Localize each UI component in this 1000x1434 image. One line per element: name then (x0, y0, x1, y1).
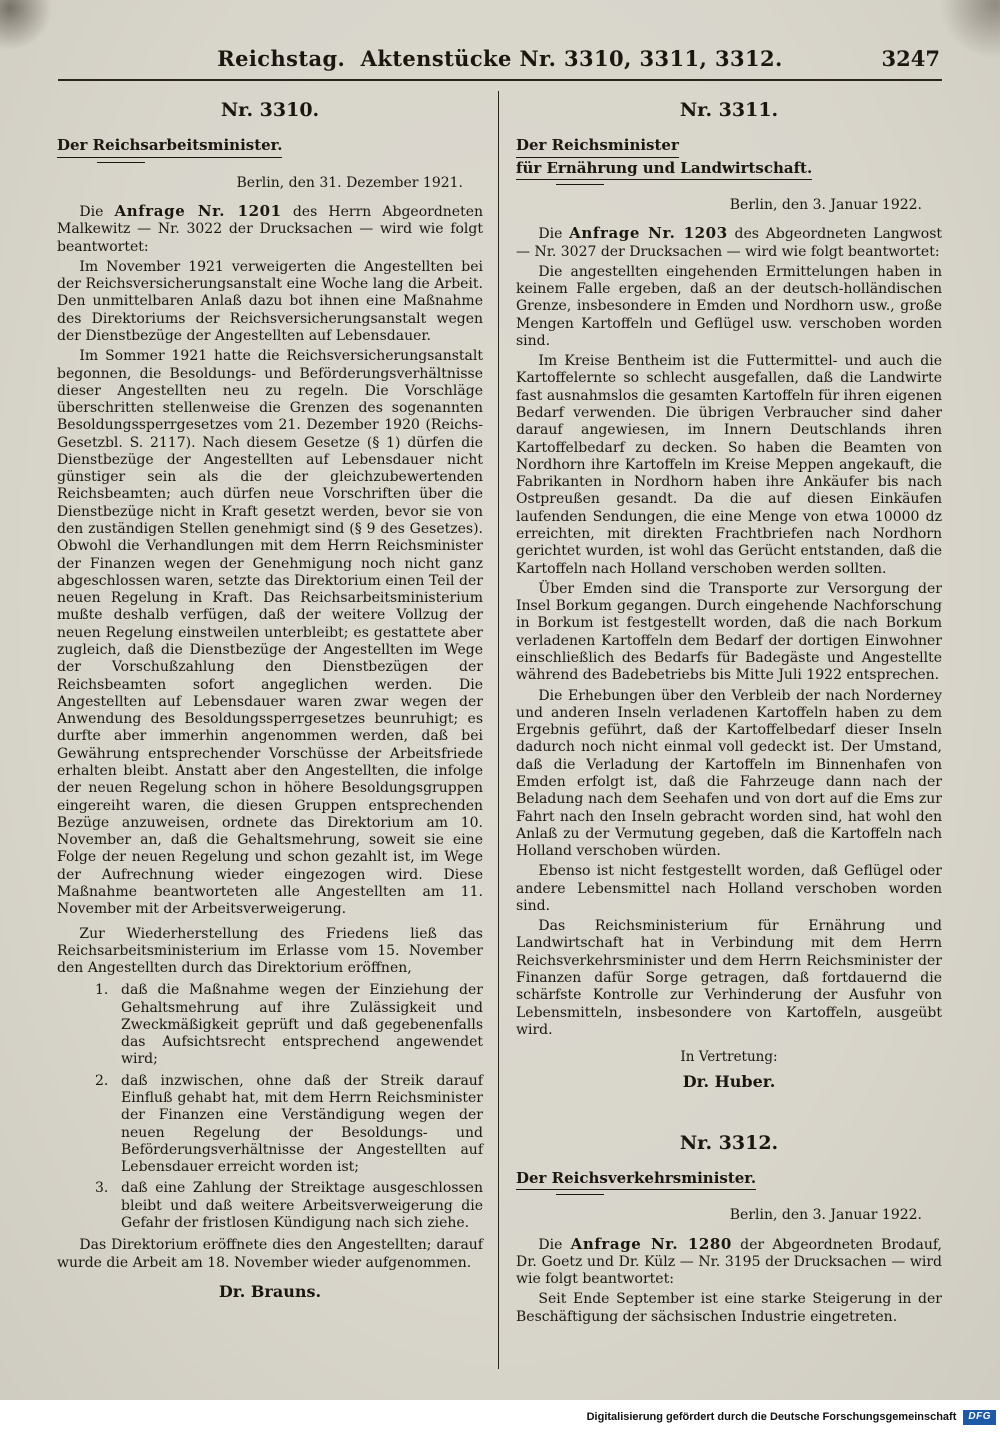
minister-byline-line (516, 135, 942, 157)
byline-flourish (97, 162, 145, 163)
inquiry-number-bold: Anfrage Nr. 1201 (114, 201, 282, 220)
paragraph (516, 918, 942, 1039)
list-item (95, 982, 483, 1068)
header-rule (58, 79, 942, 81)
columns (57, 91, 942, 1369)
page-header (58, 46, 942, 72)
signature: Dr. Huber. (682, 1071, 776, 1091)
paragraph-text: Im Sommer 1921 hatte die Reichsversicherungsanstalt begonnen, die Besoldungs- und Beförderungsverhältnisse dieser Angestellten neu zu regeln. Die Vorschläge überschritten stellenweise die Grenzen des sogenannten Besoldungssperrgesetzes vom 21. Dezember 1920 (Reichs-Gesetzbl. S. 2117). Nach diesem Gesetze (§ 1) dürfen die Dienstbezüge der Angestellten auf Lebensdauer nicht günstiger sein als die der gleichzubewertenden Reichsbeamten; auch dürfen neue Vorschriften über die Dienstbezüge nicht in Kraft gesetzt werden, bevor sie von den zuständigen Stellen genehmigt sind (§ 9 des Gesetzes). Obwohl die Verhandlungen mit dem Herrn Reichsminister der Finanzen wegen der Genehmigung noch nicht ganz abgeschlossen waren, setzte das Direktorium einen Teil der neuen Regelung in Kraft. Das Reichsarbeitsministerium mußte deshalb verfügen, daß der weitere Vollzug der neuen Regelung einstweilen unterbleibt; es gestattete aber zugleich, daß die Dienstbezüge der Angestellten im Wege der Vorschußzahlung den Dienstbezügen der Reichsbeamten sofort angeglichen werden. Die Angestellten auf Lebensdauer waren zwar wegen der Anwendung des Besoldungssperrgesetzes beunruhigt; es durfte aber immerhin angenommen werden, daß bei Gewährung entsprechender Vorschüsse der Arbeitsfriede erhalten bleibt. Anstatt aber den Angestellten, die infolge der neuen Regelung schon in höhere Besoldungsgruppen eingereiht waren, die diesen Gruppen entsprechenden Bezüge anzuweisen, ordnete das Direktorium am 10. November an, daß die Gehaltsmehrung, soweit sie eine Folge der neuen Regelung und schon gezahlt ist, im Wege der Aufrechnung wieder eingezogen wird. Diese Maßnahme beantworteten alle Angestellten am 11. November mit der Arbeitsverweigerung. (57, 348, 483, 918)
paragraph-text: Die (538, 1236, 571, 1253)
page-number: 3247 (881, 46, 940, 71)
list-item-number: 1. (95, 982, 109, 999)
paragraph (516, 353, 942, 578)
paragraph (57, 926, 483, 978)
list-item-text: daß inzwischen, ohne daß der Streik darauf Einfluß gehabt hat, mit dem Herrn Reichsminister der Finanzen eine Verständigung wegen der neuen Regelung der Besoldungs- und Beförderungsverhältnisse der Angestellten auf Lebensdauer erreicht worden ist; (121, 1072, 483, 1176)
paragraph-text: Über Emden sind die Transporte zur Versorgung der Insel Borkum gegangen. Durch eingehende Nachforschung in Borkum ist festgestellt worden, daß die nach Borkum verladenen Kartoffeln dem Bedarf der dortigen Einwohner einschließlich des Bedarfs für Badegäste und Angestellte während des Badebetriebs bis Mitte Juli 1922 entsprechen. (516, 580, 942, 684)
paragraph-text: Im November 1921 verweigerten die Angestellten bei der Reichsversicherungsanstalt eine Woche lang die Arbeit. Den unmittelbaren Anlaß dazu bot ihnen eine Maßnahme des Direktoriums der Reichsversicherungsanstalt wegen der Dienstbezüge der Angestellten auf Lebensdauer. (57, 258, 483, 344)
paragraph-text: Die (79, 203, 115, 220)
paragraph-text: Das Direktorium eröffnete dies den Angestellten; darauf wurde die Arbeit am 18. November wieder aufgenommen. (57, 1237, 483, 1271)
list-item-number: 2. (95, 1072, 109, 1089)
list-item-number: 3. (95, 1180, 109, 1197)
paragraph (516, 224, 942, 261)
doc-number-heading: Nr. 3311. (679, 99, 779, 121)
digitization-credit: Digitalisierung gefördert durch die Deutsche Forschungsgemeinschaft (586, 1411, 957, 1423)
minister-byline-text: Der Reichsminister (516, 135, 679, 157)
doc-number-heading: Nr. 3312. (679, 1131, 779, 1154)
paragraph-text: des Abgeordneten Langwost — Nr. 3027 der Drucksachen — wird wie folgt beantwortet: (516, 226, 942, 260)
paragraph-text: Zur Wiederherstellung des Friedens ließ das Reichsarbeitsministerium im Erlasse vom 15. November den Angestellten durch das Direktorium eröffnen, (57, 925, 483, 977)
right-column (498, 91, 942, 1369)
paragraph-text: Die Erhebungen über den Verbleib der nach Norderney und anderen Inseln verladenen Kartoffeln haben zu dem Ergebnis geführt, daß der Kartoffelbedarf dieser Inseln dadurch noch nicht einmal voll gedeckt ist. Der Umstand, daß die Verladung der Kartoffeln im Binnenhafen von Emden erfolgt ist, daß die Fahrzeuge dann nach der Beladung nach dem Seehafen und von dort auf die Ems zur Fahrt nach den Inseln gebracht worden sind, hat wohl den Anlaß zu der Vermutung gegeben, daß die Kartoffeln nach Holland verschoben würden. (516, 687, 942, 860)
paragraph-text: Ebenso ist nicht festgestellt worden, daß Geflügel oder andere Lebensmittel nach Holland verschoben worden sind. (516, 863, 942, 914)
minister-byline (516, 135, 942, 185)
paragraph-text: Im Kreise Bentheim ist die Futtermittel- und auch die Kartoffelernte so schlecht ausgefallen, daß die Landwirte fast ausnahmslos die gesamten Kartoffeln für ihren eigenen Bedarf verwenden. Die übrigen Verbraucher sind daher darauf angewiesen, im Innern Deutschlands ihren Kartoffelbedarf zu decken. So haben die Beamten von Nordhorn ihre Kartoffeln im Kreise Meppen angekauft, die Fabrikanten in Nordhorn haben ihre Ankäufer bis nach Ostpreußen gesandt. Da die auf diesen Einkäufen laufenden Sendungen, die eine Menge von etwa 10000 dz erreichten, mit direkten Frachtbriefen nach Nordhorn gerichtet wurden, ist wohl das Gerücht entstanden, daß die Kartoffeln nach Holland verschoben werden sollten. (516, 353, 942, 577)
byline-flourish (556, 1194, 604, 1195)
minister-byline-text: Der Reichsarbeitsminister. (57, 135, 282, 157)
paragraph-text: Die angestellten eingehenden Ermittelungen haben in keinem Falle ergeben, daß an der deutsch-holländischen Grenze, insbesondere in Emden und Nordhorn usw., große Mengen Kartoffeln und Geflügel usw. verschoben worden sind. (516, 263, 942, 349)
paragraph-text: Das Reichsministerium für Ernährung und Landwirtschaft hat in Verbindung mit dem Herrn Reichsverkehrsminister und dem Herrn Reichsminister der Finanzen dafür Sorge getragen, daß fortdauernd die schärfste Kontrolle zur Verhinderung der Ausfuhr von Lebensmitteln, insbesondere von Kartoffeln, ausgeübt wird. (516, 918, 942, 1038)
paragraph (516, 264, 942, 350)
list-item (95, 1180, 483, 1232)
digitization-footer (0, 1400, 1000, 1434)
minister-byline-line (57, 135, 483, 157)
paragraph-text: Die (538, 226, 570, 243)
header-title: Reichstag. Aktenstücke Nr. 3310, 3311, 3312. (217, 46, 783, 71)
paragraph (57, 259, 483, 345)
paragraph-text: des Herrn Abgeordneten Malkewitz — Nr. 3022 der Drucksachen — wird wie folgt beantwortet: (57, 203, 484, 255)
paragraph-text: der Abgeordneten Brodauf, Dr. Goetz und Dr. Külz — Nr. 3195 der Drucksachen — wird wie folgt beantwortet: (516, 1236, 942, 1288)
signature-intro: In Vertretung: (680, 1049, 778, 1066)
minister-byline (57, 135, 483, 162)
byline-flourish (556, 184, 604, 185)
paragraph (57, 1237, 483, 1272)
minister-byline (516, 1168, 942, 1195)
paragraph (516, 581, 942, 685)
numbered-list (95, 982, 483, 1232)
paragraph (57, 348, 483, 918)
list-item (95, 1073, 483, 1177)
dfg-logo: DFG (963, 1410, 996, 1425)
minister-byline-text: Der Reichsverkehrsminister. (516, 1168, 756, 1190)
list-item-text: daß die Maßnahme wegen der Einziehung der Gehaltsmehrung auf ihre Zulässigkeit und Zweckmäßigkeit geprüft und daß gegebenenfalls das Aufsichtsrecht entsprechend angewendet wird; (121, 982, 483, 1068)
dateline: Berlin, den 3. Januar 1922. (729, 196, 922, 213)
left-column (57, 91, 498, 1369)
paragraph (516, 1291, 942, 1326)
minister-byline-line (516, 1168, 942, 1190)
inquiry-number-bold: Anfrage Nr. 1280 (570, 1234, 732, 1253)
paragraph (516, 863, 942, 915)
inquiry-number-bold: Anfrage Nr. 1203 (569, 224, 728, 243)
paragraph (516, 1235, 942, 1289)
signature: Dr. Brauns. (218, 1281, 322, 1301)
doc-number-heading: Nr. 3310. (220, 99, 320, 121)
minister-byline-text: für Ernährung und Landwirtschaft. (516, 158, 812, 180)
paragraph (516, 688, 942, 861)
list-item-text: daß eine Zahlung der Streiktage ausgeschlossen bleibt und daß weitere Arbeitsverweigerung die Gefahr der fristlosen Kündigung nach sich ziehe. (121, 1180, 483, 1232)
dateline: Berlin, den 31. Dezember 1921. (236, 174, 463, 191)
dateline: Berlin, den 3. Januar 1922. (729, 1207, 922, 1224)
paragraph (57, 202, 483, 256)
paragraph-text: Seit Ende September ist eine starke Steigerung in der Beschäftigung der sächsischen Industrie eingetreten. (516, 1291, 942, 1325)
minister-byline-line (516, 158, 942, 180)
